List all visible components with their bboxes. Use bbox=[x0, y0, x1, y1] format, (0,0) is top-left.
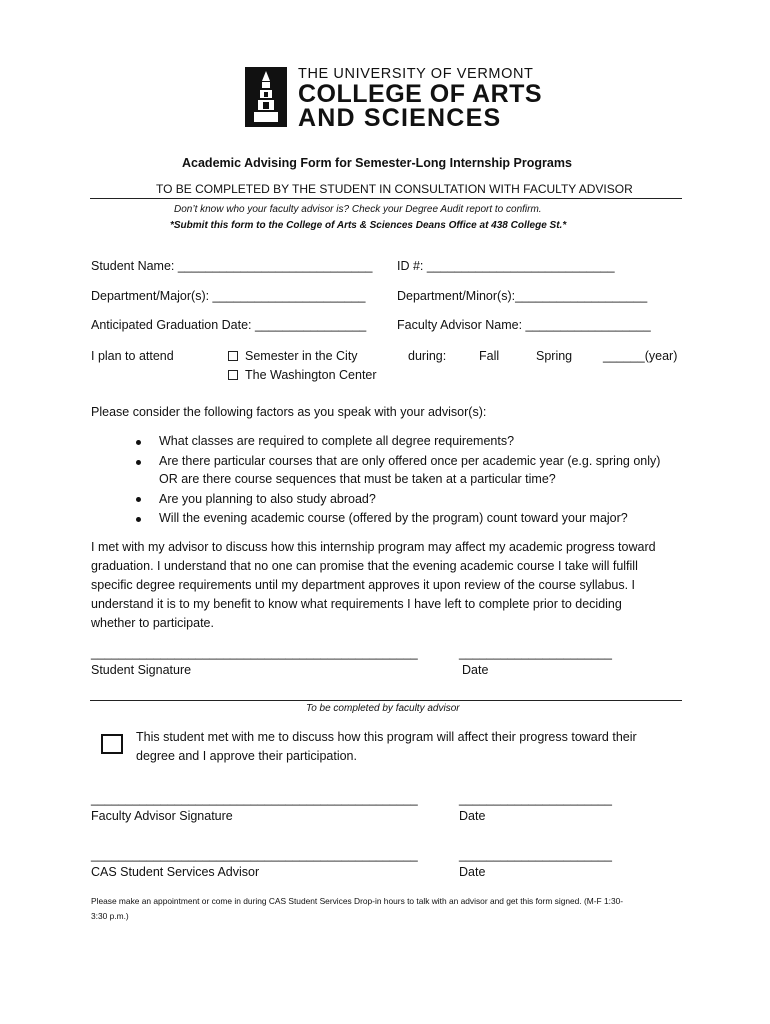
bullet-icon bbox=[136, 440, 141, 445]
factors-intro: Please consider the following factors as you speak with your advisor(s): bbox=[91, 405, 487, 419]
factor-item: What classes are required to complete all degree requirements? bbox=[159, 434, 515, 448]
student-name-field[interactable]: Student Name: ____________________________ bbox=[91, 259, 373, 273]
header-divider bbox=[90, 198, 682, 199]
faculty-date-label: Date bbox=[459, 809, 486, 823]
washington-center-checkbox[interactable] bbox=[228, 370, 238, 380]
faculty-section-divider bbox=[90, 700, 682, 701]
factor-item-continued: OR are there course sequences that must be taken at a particular time? bbox=[159, 472, 556, 486]
bullet-icon bbox=[136, 497, 141, 502]
minor-field[interactable]: Department/Minor(s):___________________ bbox=[397, 289, 648, 303]
major-field[interactable]: Department/Major(s): ______________________ bbox=[91, 289, 366, 303]
factor-item: Are you planning to also study abroad? bbox=[159, 492, 376, 506]
statement-line: whether to participate. bbox=[91, 616, 214, 630]
statement-line: I met with my advisor to discuss how this internship program may affect my academic progress toward bbox=[91, 540, 656, 554]
cas-date-line[interactable]: ______________________ bbox=[459, 848, 612, 862]
washington-center-label: The Washington Center bbox=[245, 368, 377, 382]
statement-line: understand it is to my benefit to know what requirements I have left to complete prior to deciding bbox=[91, 597, 622, 611]
footer-note-continued: 3:30 p.m.) bbox=[91, 911, 129, 921]
approval-text: This student met with me to discuss how this program will affect their progress toward their bbox=[136, 730, 637, 744]
student-signature-label: Student Signature bbox=[91, 663, 192, 677]
faculty-section-note: To be completed by faculty advisor bbox=[306, 703, 460, 714]
faculty-signature-label: Faculty Advisor Signature bbox=[91, 809, 233, 823]
college-tower-logo-icon bbox=[245, 67, 287, 127]
form-title: Academic Advising Form for Semester-Long Internship Programs bbox=[182, 156, 572, 170]
statement-line: graduation. I understand that no one can promise that the evening academic course I take will fulfill bbox=[91, 559, 638, 573]
bullet-icon bbox=[136, 517, 141, 522]
student-id-field[interactable]: ID #: ___________________________ bbox=[397, 259, 615, 273]
bullet-icon bbox=[136, 460, 141, 465]
student-date-label: Date bbox=[462, 663, 489, 677]
faculty-advisor-name-field[interactable]: Faculty Advisor Name: __________________ bbox=[397, 318, 651, 332]
approval-checkbox[interactable] bbox=[101, 734, 123, 754]
student-date-line[interactable]: ______________________ bbox=[459, 646, 612, 660]
graduation-date-field[interactable]: Anticipated Graduation Date: ________________ bbox=[91, 318, 367, 332]
submit-note: *Submit this form to the College of Arts & Sciences Deans Office at 438 College St.* bbox=[170, 220, 567, 231]
semester-in-city-checkbox[interactable] bbox=[228, 351, 238, 361]
factor-item: Are there particular courses that are only offered once per academic year (e.g. spring only) bbox=[159, 454, 661, 468]
factor-item: Will the evening academic course (offered by the program) count toward your major? bbox=[159, 511, 628, 525]
cas-signature-line[interactable]: _______________________________________________ bbox=[91, 848, 418, 862]
footer-note: Please make an appointment or come in during CAS Student Services Drop-in hours to talk with an advisor and get this form signed. (M-F 1:30- bbox=[91, 896, 624, 906]
logo-college-text: COLLEGE OF ARTS bbox=[298, 80, 543, 108]
faculty-signature-line[interactable]: _______________________________________________ bbox=[91, 792, 418, 806]
form-subtitle: TO BE COMPLETED BY THE STUDENT IN CONSULTATION WITH FACULTY ADVISOR bbox=[156, 182, 633, 196]
spring-option[interactable]: Spring bbox=[536, 349, 573, 363]
logo-university-text: THE UNIVERSITY OF VERMONT bbox=[298, 66, 534, 82]
student-signature-line[interactable]: _______________________________________________ bbox=[91, 646, 418, 660]
semester-in-city-label: Semester in the City bbox=[245, 349, 358, 363]
year-field[interactable]: ______(year) bbox=[603, 349, 678, 363]
cas-date-label: Date bbox=[459, 865, 486, 879]
during-label: during: bbox=[408, 349, 447, 363]
logo-sciences-text: AND SCIENCES bbox=[298, 104, 502, 132]
statement-line: specific degree requirements until my department approves it upon review of the course syllabus. I bbox=[91, 578, 636, 592]
fall-option[interactable]: Fall bbox=[479, 349, 500, 363]
advisor-note: Don’t know who your faculty advisor is? Check your Degree Audit report to confirm. bbox=[174, 204, 542, 215]
plan-label: I plan to attend bbox=[91, 349, 174, 363]
cas-signature-label: CAS Student Services Advisor bbox=[91, 865, 260, 879]
faculty-date-line[interactable]: ______________________ bbox=[459, 792, 612, 806]
approval-text-continued: degree and I approve their participation. bbox=[136, 749, 357, 763]
